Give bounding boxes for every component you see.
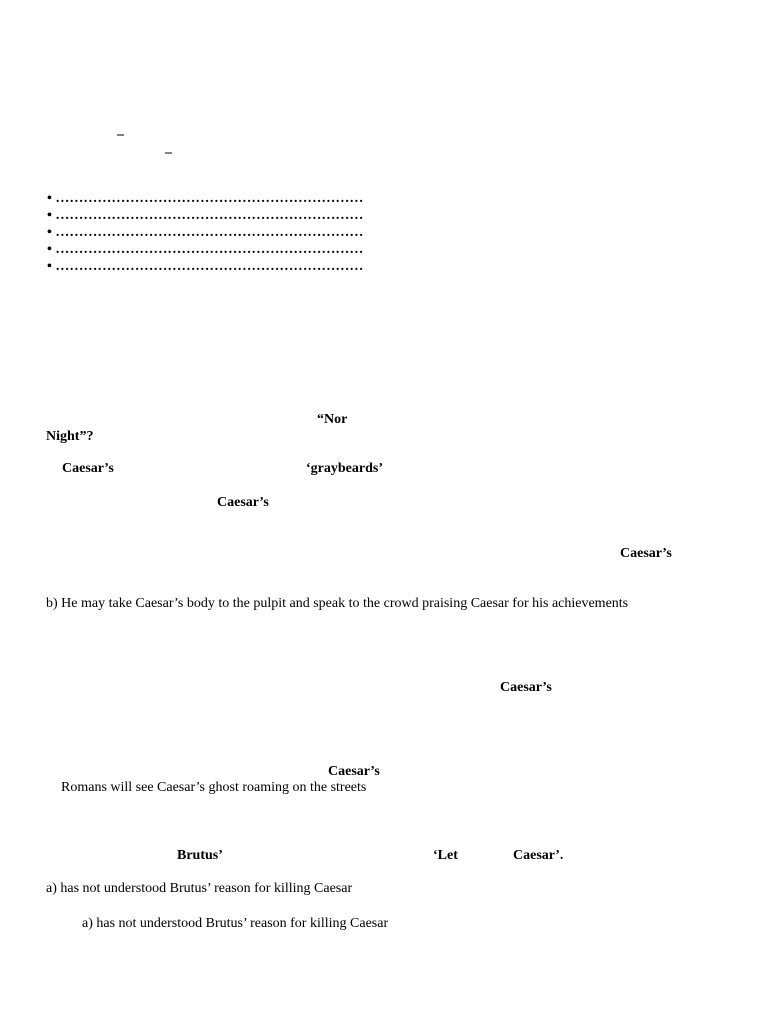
romans-ghost-line: Romans will see Caesar’s ghost roaming on the streets	[61, 780, 367, 795]
caesars-possessive-2: Caesar’s	[217, 495, 269, 510]
answer-line-a-2: a) has not understood Brutus’ reason for killing Caesar	[82, 916, 389, 931]
dash-mark-1: –	[117, 127, 124, 142]
quote-caesar-period: Caesar’.	[513, 848, 564, 863]
quote-graybeards: ‘graybeards’	[306, 461, 383, 476]
quote-nor: “Nor	[317, 412, 348, 427]
bullet-line-5: • …………………………………………………………	[47, 259, 364, 274]
caesars-possessive-4: Caesar’s	[500, 680, 552, 695]
answer-line-b: b) He may take Caesar’s body to the pulpit and speak to the crowd praising Caesar for his achievements	[46, 596, 629, 611]
bullet-line-1: • …………………………………………………………	[47, 191, 364, 206]
dash-mark-2: –	[165, 145, 172, 160]
bullet-line-3: • …………………………………………………………	[47, 225, 364, 240]
caesars-possessive-5: Caesar’s	[328, 764, 380, 779]
quote-let: ‘Let	[433, 848, 458, 863]
answer-line-a-1: a) has not understood Brutus’ reason for killing Caesar	[46, 881, 353, 896]
bullet-line-4: • …………………………………………………………	[47, 242, 364, 257]
brutus-possessive: Brutus’	[177, 848, 223, 863]
quote-night: Night”?	[46, 429, 94, 444]
bullet-line-2: • …………………………………………………………	[47, 208, 364, 223]
caesars-possessive-1: Caesar’s	[62, 461, 114, 476]
caesars-possessive-3: Caesar’s	[620, 546, 672, 561]
